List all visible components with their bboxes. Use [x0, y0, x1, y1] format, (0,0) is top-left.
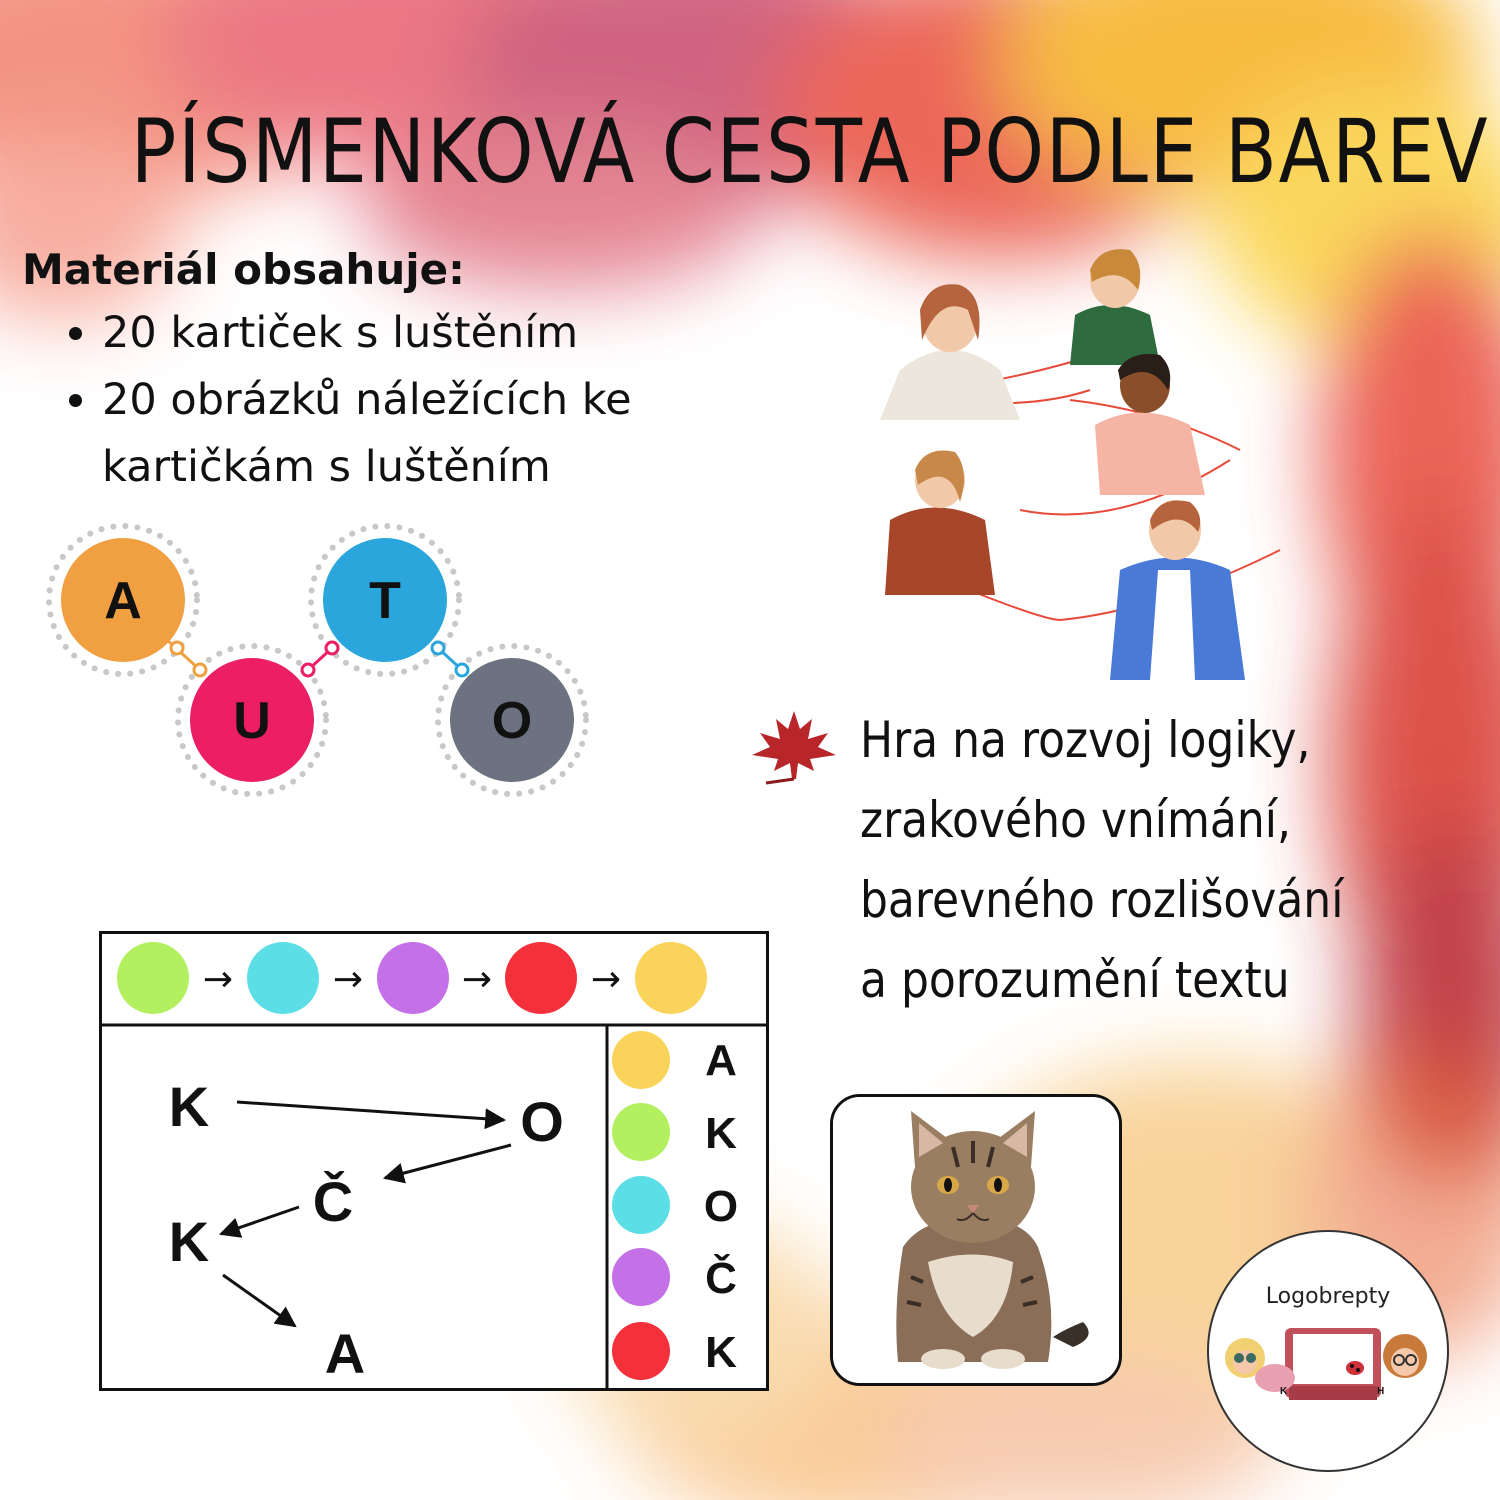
auto-letter-path	[40, 520, 600, 810]
materials-section	[22, 245, 742, 501]
letter-u: U	[233, 692, 271, 750]
legend-dot	[612, 1248, 670, 1306]
sequence-arrow: →	[590, 959, 622, 1000]
path-letter: K	[168, 1210, 210, 1273]
legend-letter: O	[703, 1182, 739, 1231]
letter-o: O	[491, 692, 533, 750]
letter-t: T	[369, 572, 401, 630]
materials-item: • 20 obrázků náležících ke kartičkám s luštěním	[102, 367, 742, 501]
letter-a: A	[104, 572, 142, 630]
sequence-dot	[635, 942, 707, 1014]
puzzle-card	[99, 931, 769, 1391]
legend-dot	[612, 1103, 670, 1161]
legend-letter: K	[705, 1328, 737, 1377]
sequence-dot	[505, 942, 577, 1014]
sequence-dot	[247, 942, 319, 1014]
path-letter: O	[520, 1090, 564, 1153]
description-line: a porozumění textu	[860, 951, 1290, 1009]
logo-initial: K	[1280, 1386, 1288, 1397]
letter-bubble-t	[323, 538, 447, 662]
letter-bubble-o	[450, 658, 574, 782]
sequence-arrow: →	[202, 959, 234, 1000]
cat-icon	[833, 1097, 1119, 1383]
description-line: zrakového vnímání,	[860, 791, 1291, 849]
people-with-string-illustration	[860, 240, 1300, 690]
maple-leaf-icon	[748, 705, 840, 785]
legend-letter: K	[705, 1109, 737, 1158]
sequence-arrow: →	[461, 959, 493, 1000]
sequence-arrow: →	[332, 959, 364, 1000]
game-description	[860, 700, 1406, 1020]
description-line: barevného rozlišování	[860, 871, 1344, 929]
legend-dot	[612, 1176, 670, 1234]
path-letter: K	[168, 1075, 210, 1138]
cat-picture-card	[830, 1094, 1122, 1386]
path-letter: A	[324, 1322, 366, 1385]
letter-bubble-u	[190, 658, 314, 782]
materials-list	[22, 300, 742, 501]
legend-dot	[612, 1322, 670, 1380]
letter-bubble-a	[61, 538, 185, 662]
legend-dot	[612, 1031, 670, 1089]
path-letter: Č	[312, 1170, 354, 1233]
legend-letter: A	[705, 1036, 737, 1085]
logo-initial: H	[1377, 1386, 1385, 1397]
legend-letter: Č	[705, 1254, 737, 1303]
logo-name: Logobrepty	[1265, 1284, 1391, 1309]
sequence-dot	[117, 942, 189, 1014]
description-line: Hra na rozvoj logiky,	[860, 711, 1311, 769]
page-title: PÍSMENKOVÁ CESTA PODLE BAREV	[130, 100, 1490, 203]
logobrepty-logo	[1205, 1228, 1451, 1474]
sequence-dot	[377, 942, 449, 1014]
materials-heading: Materiál obsahuje:	[22, 245, 465, 294]
materials-item: • 20 kartiček s luštěním	[102, 300, 742, 367]
